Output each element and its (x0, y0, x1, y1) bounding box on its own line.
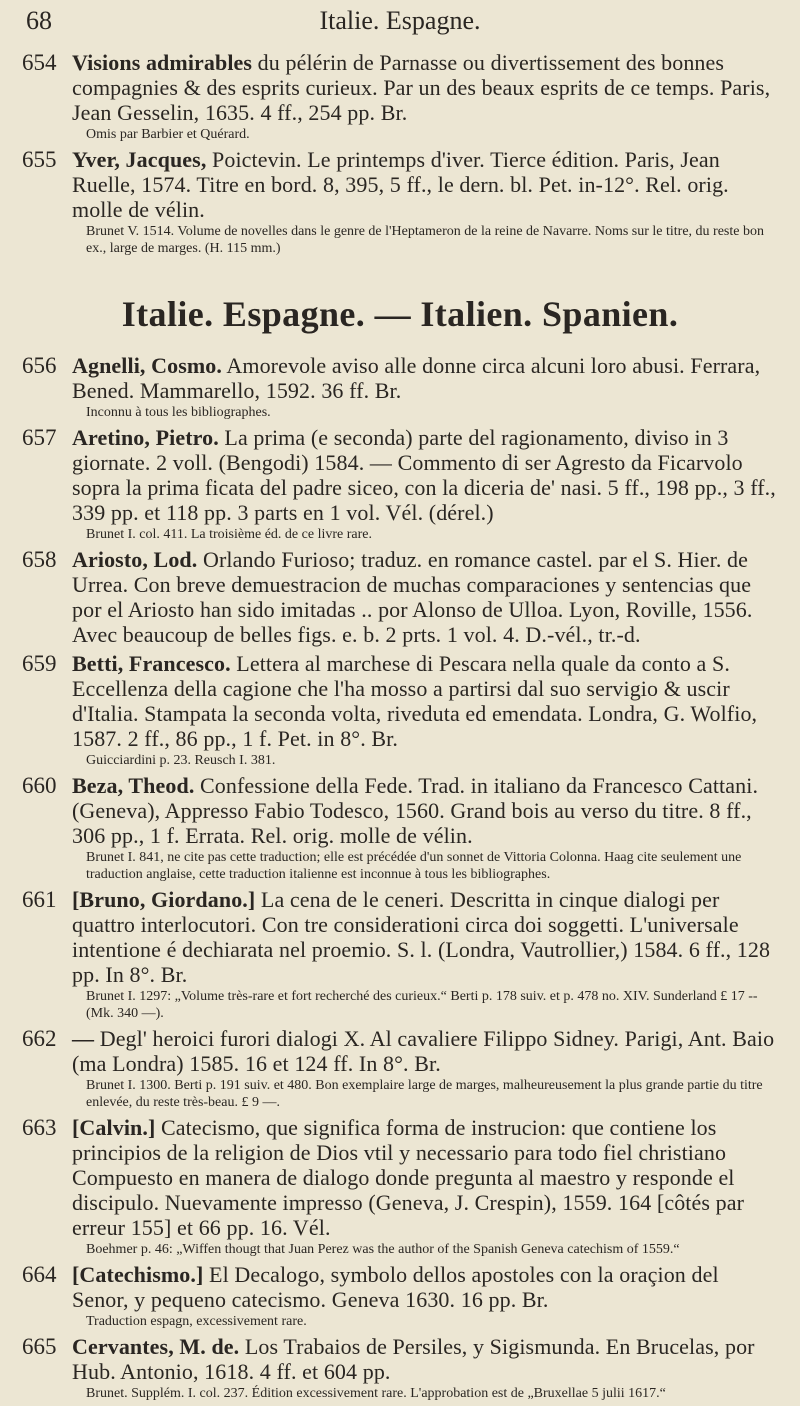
entry-description: Lettera al marchese di Pescara nella quale da conto a S. Eccellenza della cagione che l'ha mosso a partirsi dal suo servigio & uscir d'Italia. Stampata la seconda volta, riveduta ed emendata. Londra, G. Wolfio, 1587. 2 ff., 86 pp., 1 f. Pet. in 8°. Br. (72, 651, 758, 751)
catalogue-entry (0, 1334, 800, 1402)
entry-note: Inconnu à tous les bibliographes. (86, 405, 271, 420)
entry-note: Traduction espagn, excessivement rare. (86, 1314, 307, 1329)
entry-number: 664 (22, 1262, 57, 1287)
page-number: 68 (26, 6, 52, 35)
entry-note: Brunet I. 1297: „Volume très-rare et fort recherché des curieux.“ Berti p. 178 suiv. et p. 478 no. XIV. Sunderland £ 17 -- (Mk. 340 —). (86, 989, 758, 1021)
catalogue-entry (0, 1115, 800, 1258)
entry-note: Brunet V. 1514. Volume de novelles dans le genre de l'Heptameron de la reine de Navarre. Noms sur le titre, du reste bon ex., large de marges. (H. 115 mm.) (86, 224, 764, 256)
entry-author: [Catechismo.] (72, 1262, 204, 1287)
entry-description: du pélérin de Parnasse ou divertissement des bonnes compagnies & des esprits curieux. Par un des beaux esprits de ce temps. Paris, Jean Gesselin, 1635. 4 ff., 254 pp. Br. (72, 50, 771, 125)
entry-description: El Decalogo, symbolo dellos apostoles con la oraçion del Senor, y pequeno catecismo. Geneva 1630. 16 pp. Br. (72, 1262, 719, 1312)
entry-number: 665 (22, 1334, 57, 1359)
entry-author: Cervantes, M. de. (72, 1334, 240, 1359)
entry-description: La prima (e seconda) parte del ragionamento, diviso in 3 giornate. 2 voll. (Bengodi) 1584. — Commento di ser Agresto da Ficarvolo sopra la prima ficata del padre siceo, con la diceria de' nasi. 5 ff., 198 pp., 3 ff., 339 pp. et 118 pp. 3 parts en 1 vol. Vél. (dérel.) (72, 425, 776, 525)
entry-text (72, 147, 780, 222)
entry-description: Los Trabaios de Persiles, y Sigismunda. En Brucelas, por Hub. Antonio, 1618. 4 ff. et 604 pp. (72, 1334, 755, 1384)
catalogue-entry (0, 425, 800, 543)
entry-number: 661 (22, 887, 57, 912)
entry-number: 660 (22, 773, 57, 798)
entry-number: 662 (22, 1026, 57, 1051)
entries (0, 50, 800, 1406)
entry-author: Ariosto, Lod. (72, 547, 198, 572)
catalogue-entry (0, 887, 800, 1022)
entry-number: 654 (22, 50, 57, 75)
catalogue-entry (0, 547, 800, 647)
entry-author: Agnelli, Cosmo. (72, 353, 222, 378)
entry-description: Catecismo, que significa forma de instrucion: que contiene los principios de la religion de Dios vtil y necessario para todo fiel christiano Compuesto en manera de dialogo donde pregunta al maestro y responde el discipulo. Nuevamente impresso (Geneva, J. Crespin), 1559. 164 [côtés par erreur 155] et 66 pp. 16. Vél. (72, 1115, 745, 1240)
entry-author: [Bruno, Giordano.] (72, 887, 256, 912)
entry-description: Degl' heroici furori dialogi X. Al cavaliere Filippo Sidney. Parigi, Ant. Baio (ma Londra) 1585. 16 et 124 ff. In 8°. Br. (72, 1026, 775, 1076)
entry-number: 657 (22, 425, 57, 450)
catalogue-entry (0, 353, 800, 421)
entry-note: Boehmer p. 46: „Wiffen thougt that Juan Perez was the author of the Spanish Geneva catechism of 1559.“ (86, 1242, 680, 1257)
entry-description: Confessione della Fede. Trad. in italiano da Francesco Cattani. (Geneva), Appresso Fabio Todesco, 1560. Grand bois au verso du titre. 8 ff., 306 pp., 1 f. Errata. Rel. orig. molle de vélin. (72, 773, 759, 848)
entry-author: Yver, Jacques, (72, 147, 207, 172)
entry-note: Brunet I. col. 411. La troisième éd. de ce livre rare. (86, 527, 372, 542)
entry-note: Brunet I. 841, ne cite pas cette traduction; elle est précédée d'un sonnet de Vittoria Colonna. Haag cite seulement une traduction anglaise, cette traduction italienne est inconnue à tous les bibliographes. (86, 850, 742, 882)
catalogue-entry (0, 773, 800, 883)
entry-note: Brunet I. 1300. Berti p. 191 suiv. et 480. Bon exemplaire large de marges, malheureusement la plus grande partie du titre enlevée, du reste très-beau. £ 9 —. (86, 1078, 763, 1110)
catalogue-entry (0, 147, 800, 257)
entry-text (72, 773, 780, 848)
entry-text (72, 1262, 780, 1312)
entry-text (72, 353, 780, 403)
entry-author: Aretino, Pietro. (72, 425, 219, 450)
entry-author: Visions admirables (72, 50, 253, 75)
entry-description: Orlando Furioso; traduz. en romance castel. par el S. Hier. de Urrea. Con breve demuestracion de muchas comparaciones y sentencias que por el Ariosto han sido imitadas .. por Alonso de Ulloa. Lyon, Roville, 1556. Avec beaucoup de belles figs. e. b. 2 prts. 1 vol. 4. D.-vél., tr.-d. (72, 547, 753, 647)
entry-note: Guicciardini p. 23. Reusch I. 381. (86, 753, 276, 768)
entry-text (72, 1026, 780, 1076)
entry-author: — (72, 1026, 95, 1051)
page-header (0, 4, 800, 40)
entry-text (72, 1115, 780, 1240)
entry-number: 658 (22, 547, 57, 572)
entry-text (72, 651, 780, 751)
entry-author: Beza, Theod. (72, 773, 195, 798)
entry-text (72, 887, 780, 987)
catalogue-entry (0, 1262, 800, 1330)
entry-note: Brunet. Supplém. I. col. 237. Édition excessivement rare. L'approbation est de „Bruxellae 5 julii 1617.“ (86, 1386, 666, 1401)
catalogue-entry (0, 651, 800, 769)
entry-author: Betti, Francesco. (72, 651, 231, 676)
entry-number: 656 (22, 353, 57, 378)
entry-number: 663 (22, 1115, 57, 1140)
catalogue-entry (0, 50, 800, 143)
entry-text (72, 425, 780, 525)
entry-description: Poictevin. Le printemps d'iver. Tierce édition. Paris, Jean Ruelle, 1574. Titre en bord. 8, 395, 5 ff., le dern. bl. Pet. in-12°. Rel. orig. molle de vélin. (72, 147, 729, 222)
entry-number: 659 (22, 651, 57, 676)
entry-description: Amorevole aviso alle donne circa alcuni loro abusi. Ferrara, Bened. Mammarello, 1592. 36 ff. Br. (72, 353, 761, 403)
entry-number: 655 (22, 147, 57, 172)
catalogue-entry (0, 1026, 800, 1111)
running-title: Italie. Espagne. (319, 6, 481, 35)
section-title: Italie. Espagne. — Italien. Spanien. (121, 294, 679, 334)
entry-text (72, 547, 780, 647)
entry-author: [Calvin.] (72, 1115, 156, 1140)
entry-description: La cena de le ceneri. Descritta in cinque dialogi per quattro interlocutori. Con tre considerationi circa doi soggetti. L'universale intentione é dechiarata nel proemio. S. l. (Londra, Vautrollier,) 1584. 6 ff., 128 pp. In 8°. Br. (72, 887, 771, 987)
entry-note: Omis par Barbier et Quérard. (86, 127, 250, 142)
entry-text (72, 1334, 780, 1384)
entry-text (72, 50, 780, 125)
